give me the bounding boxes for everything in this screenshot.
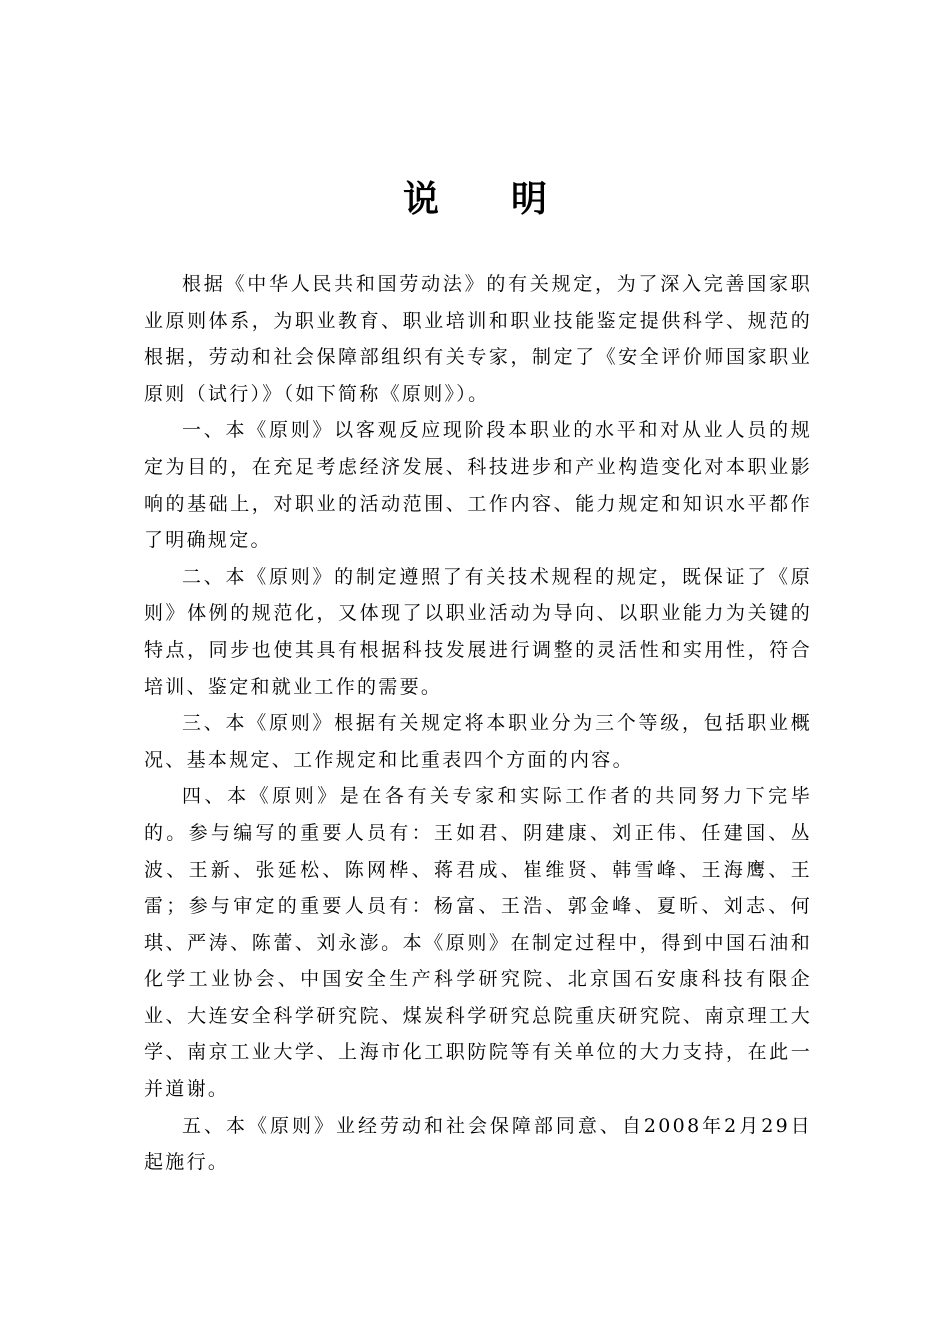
paragraph-intro: 根据《中华人民共和国劳动法》的有关规定，为了深入完善国家职业原则体系，为职业教育、职业培训和职业技能鉴定提供科学、规范的根据，劳动和社会保障部组织有关专家，制定了《安全评价师国家职业原则（试行）》（如下简称《原则》）。 xyxy=(144,273,812,405)
document-body xyxy=(144,266,812,1181)
paragraph-2: 二、本《原则》的制定遵照了有关技术规程的规定，既保证了《原则》体例的规范化，又体现了以职业活动为导向、以职业能力为关键的特点，同步也使其具有根据科技发展进行调整的灵活性和实用性，符合培训、鉴定和就业工作的需要。 xyxy=(144,565,812,698)
title-char-2: 明 xyxy=(511,179,548,220)
title-char-1: 说 xyxy=(402,179,439,220)
paragraph-4: 四、本《原则》是在各有关专家和实际工作者的共同努力下完毕的。参与编写的重要人员有：王如君、阴建康、刘正伟、任建国、丛波、王新、张延松、陈网桦、蒋君成、崔维贤、韩雪峰、王海鹰、王雷；参与审定的重要人员有：杨富、王浩、郭金峰、夏昕、刘志、何琪、严涛、陈蕾、刘永澎。本《原则》在制定过程中，得到中国石油和化学工业协会、中国安全生产科学研究院、北京国石安康科技有限企业、大连安全科学研究院、煤炭科学研究总院重庆研究院、南京理工大学、南京工业大学、上海市化工职防院等有关单位的大力支持，在此一并道谢。 xyxy=(144,785,812,1101)
page-title xyxy=(0,176,950,224)
paragraph-5: 五、本《原则》业经劳动和社会保障部同意、自2008年2月29日起施行。 xyxy=(144,1114,812,1174)
paragraph-3: 三、本《原则》根据有关规定将本职业分为三个等级，包括职业概况、基本规定、工作规定和比重表四个方面的内容。 xyxy=(144,712,812,771)
paragraph-1: 一、本《原则》以客观反应现阶段本职业的水平和对从业人员的规定为目的，在充足考虑经济发展、科技进步和产业构造变化对本职业影响的基础上，对职业的活动范围、工作内容、能力规定和知识水平都作了明确规定。 xyxy=(144,419,812,552)
